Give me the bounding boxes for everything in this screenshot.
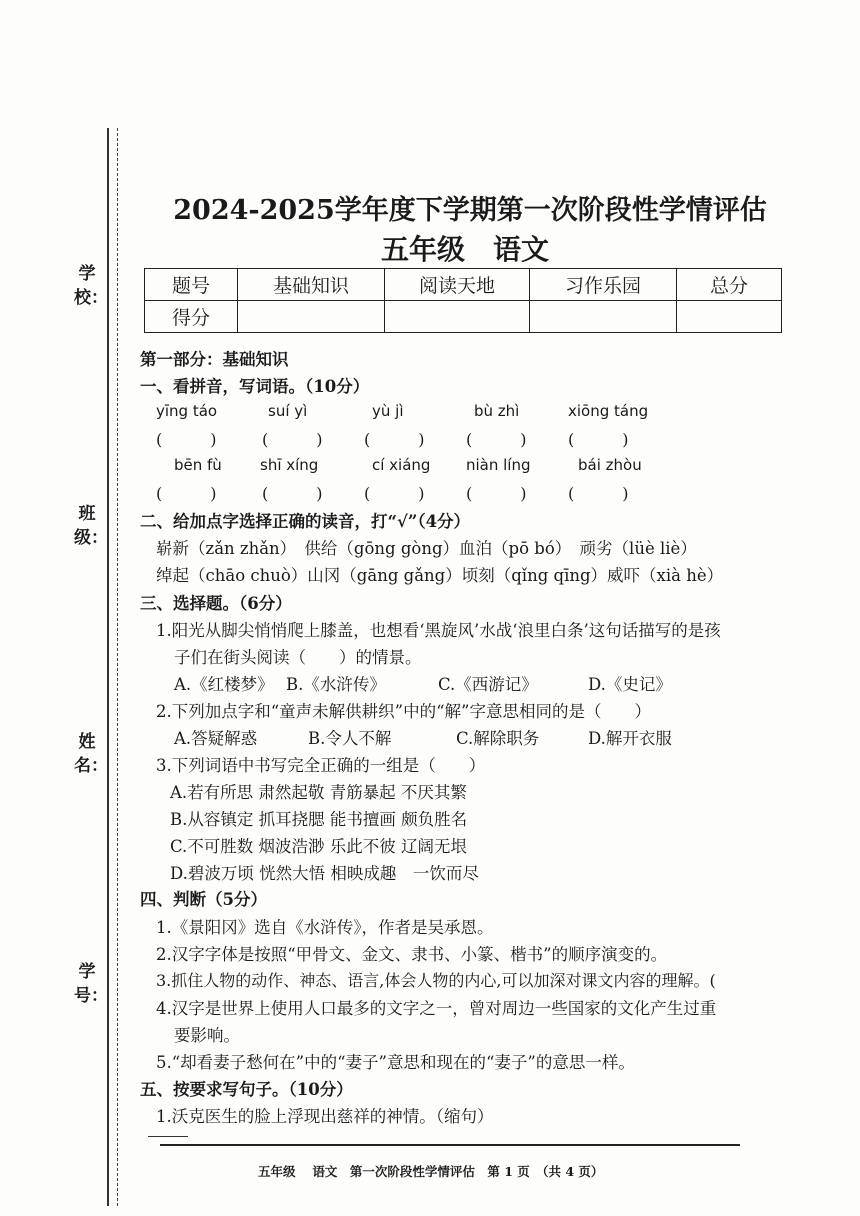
q1-title: 一、看拼音，写词语。（10分） xyxy=(140,377,370,396)
option-a: A.答疑解惑 xyxy=(174,729,258,748)
judge-item: 4.汉字是世界上使用人口最多的文字之一，曾对周边一些国家的文化产生过重 xyxy=(156,999,717,1018)
table-header-cell: 习作乐园 xyxy=(530,269,677,301)
pinyin-item: yīng táo xyxy=(156,402,218,420)
option-c: C.解除职务 xyxy=(456,729,540,748)
option-d: D.《史记》 xyxy=(588,675,672,694)
answer-blank[interactable]: ( ) xyxy=(364,430,425,449)
q2-line-2: 绰起（chāo chuò）山冈（gāng gǎng）顷刻（qǐng qīng）威吓（xià hè） xyxy=(156,566,724,585)
pinyin-item: bái zhòu xyxy=(578,456,642,474)
answer-blank[interactable]: ( ) xyxy=(156,430,217,449)
q3-s1-line2: 子们在街头阅读（ ）的情景。 xyxy=(174,648,422,667)
option-a: A.《红楼梦》 xyxy=(174,675,274,694)
pinyin-item: shī xíng xyxy=(260,456,319,474)
q3-s3-line: 3.下列词语中书写完全正确的一组是（ ） xyxy=(156,756,486,775)
exam-subtitle: 五年级 语文 xyxy=(380,233,549,266)
table-header-cell: 基础知识 xyxy=(238,269,385,301)
answer-line[interactable] xyxy=(148,1136,188,1137)
score-table-header-row xyxy=(145,269,782,301)
judge-item: 5.“却看妻子愁何在”中的“妻子”意思和现在的“妻子”的意思一样。 xyxy=(156,1053,635,1072)
page-footer: 五年级 语文 第一次阶段性学情评估 第 1 页 （共 4 页） xyxy=(258,1164,604,1179)
q5-title: 五、按要求写句子。（10分） xyxy=(140,1080,353,1099)
option-c: C.《西游记》 xyxy=(438,675,538,694)
option-c: C.不可胜数 烟波浩渺 乐此不彼 辽阔无垠 xyxy=(170,837,468,856)
pinyin-item: bēn fù xyxy=(174,456,222,474)
score-table xyxy=(144,268,782,333)
option-b: B.《水浒传》 xyxy=(286,675,386,694)
cut-line xyxy=(117,128,118,1206)
pinyin-item: suí yì xyxy=(268,402,308,420)
answer-blank[interactable]: ( ) xyxy=(364,484,425,503)
answer-blank[interactable]: ( ) xyxy=(568,430,629,449)
answer-blank[interactable]: ( ) xyxy=(262,430,323,449)
answer-blank[interactable]: ( ) xyxy=(568,484,629,503)
name-label: 姓名： xyxy=(74,732,108,776)
answer-blank[interactable]: ( ) xyxy=(466,430,527,449)
school-label: 学校： xyxy=(74,264,108,308)
pinyin-item: yù jì xyxy=(372,402,404,420)
exam-title: 2024-2025学年度下学期第一次阶段性学情评估 xyxy=(173,195,767,226)
option-b: B.令人不解 xyxy=(308,729,392,748)
class-label: 班级： xyxy=(74,504,108,548)
option-d: D.解开衣服 xyxy=(588,729,672,748)
judge-item-continued: 要影响。 xyxy=(174,1026,240,1045)
score-table-score-row xyxy=(145,301,782,333)
pinyin-item: cí xiáng xyxy=(372,456,431,474)
option-d: D.碧波万顷 恍然大悟 相映成趣 一饮而尽 xyxy=(170,864,479,883)
part1-title: 第一部分：基础知识 xyxy=(140,350,289,369)
q3-s2-line: 2.下列加点字和“童声未解供耕织”中的“解”字意思相同的是（ ） xyxy=(156,702,651,721)
pinyin-item: bù zhì xyxy=(474,402,520,420)
table-header-cell: 总分 xyxy=(677,269,782,301)
score-cell-reading[interactable] xyxy=(385,301,530,333)
pinyin-item: xiōng táng xyxy=(568,402,649,420)
option-a: A.若有所思 肃然起敬 青筋暴起 不厌其繁 xyxy=(170,783,467,802)
score-cell-basic[interactable] xyxy=(238,301,385,333)
footer-rule xyxy=(160,1144,740,1146)
score-cell-total[interactable] xyxy=(677,301,782,333)
q3-title: 三、选择题。（6分） xyxy=(140,594,292,613)
judge-item: 3.抓住人物的动作、神态、语言,体会人物的内心,可以加深对课文内容的理解。( xyxy=(156,971,716,990)
option-b: B.从容镇定 抓耳挠腮 能书擅画 颇负胜名 xyxy=(170,810,468,829)
judge-item: 1.《景阳冈》选自《水浒传》，作者是吴承恩。 xyxy=(156,918,494,937)
table-row-label: 得分 xyxy=(145,301,238,333)
answer-blank[interactable]: ( ) xyxy=(466,484,527,503)
pinyin-item: niàn líng xyxy=(466,456,531,474)
q3-s1-line1: 1.阳光从脚尖悄悄爬上膝盖，也想看‘黑旋风’水战‘浪里白条’这句话描写的是孩 xyxy=(156,621,721,640)
q5-s1: 1.沃克医生的脸上浮现出慈祥的神情。（缩句） xyxy=(156,1107,494,1126)
q4-title: 四、判断（5分） xyxy=(140,890,267,909)
student-id-label: 学号： xyxy=(74,962,108,1006)
score-cell-writing[interactable] xyxy=(530,301,677,333)
answer-blank[interactable]: ( ) xyxy=(156,484,217,503)
q2-title: 二、给加点字选择正确的读音，打“√”（4分） xyxy=(140,512,471,531)
table-header-cell: 题号 xyxy=(145,269,238,301)
judge-item: 2.汉字字体是按照“甲骨文、金文、隶书、小篆、楷书”的顺序演变的。 xyxy=(156,945,668,964)
answer-blank[interactable]: ( ) xyxy=(262,484,323,503)
q2-line-1: 崭新（zǎn zhǎn） 供给（gōng gòng）血泊（pō bó） 顽劣（lüè liè） xyxy=(156,539,697,558)
table-header-cell: 阅读天地 xyxy=(385,269,530,301)
